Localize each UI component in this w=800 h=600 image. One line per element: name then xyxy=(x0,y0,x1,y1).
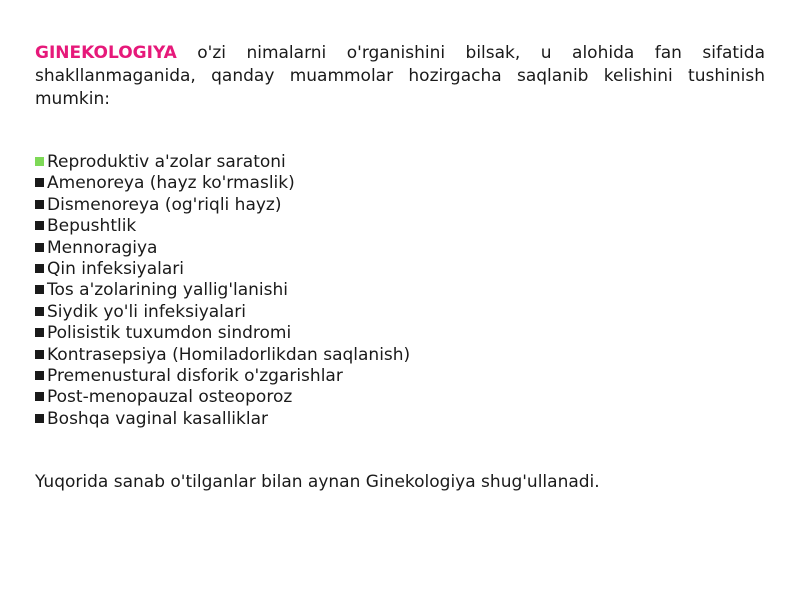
list-item-label: Bepushtlik xyxy=(47,216,137,237)
list-item-label: Reproduktiv a'zolar saratoni xyxy=(47,152,286,172)
square-bullet-icon xyxy=(35,200,44,209)
list-item-label: Tos a'zolarining yallig'lanishi xyxy=(47,280,288,301)
list-item-label: Boshqa vaginal kasalliklar xyxy=(47,408,268,429)
list-item xyxy=(35,345,410,366)
square-bullet-icon xyxy=(35,178,44,187)
square-bullet-icon xyxy=(35,264,44,273)
list-item-label: Kontrasepsiya (Homiladorlikdan saqlanish) xyxy=(47,344,411,365)
list-item-label: Mennoragiya xyxy=(47,237,158,258)
topics-list xyxy=(35,152,410,430)
list-item xyxy=(35,152,410,173)
list-item-label: Amenoreya (hayz ko'rmaslik) xyxy=(47,173,295,194)
outro-paragraph xyxy=(35,471,600,494)
list-item xyxy=(35,366,410,387)
square-bullet-icon xyxy=(35,285,44,294)
list-item xyxy=(35,259,410,280)
brand-heading: GINEKOLOGIYA xyxy=(35,43,177,63)
list-item xyxy=(35,195,410,216)
list-item xyxy=(35,323,410,344)
list-item xyxy=(35,216,410,237)
square-bullet-icon xyxy=(35,221,44,230)
square-bullet-icon xyxy=(35,157,44,166)
square-bullet-icon xyxy=(35,371,44,380)
outro-text: Yuqorida sanab o'tilganlar bilan aynan Ginekologiya shug'ullanadi. xyxy=(35,472,600,492)
list-item xyxy=(35,238,410,259)
list-item xyxy=(35,387,410,408)
list-item-label: Post-menopauzal osteoporoz xyxy=(47,387,293,408)
list-item-label: Polisistik tuxumdon sindromi xyxy=(47,323,292,344)
list-item-label: Dismenoreya (og'riqli hayz) xyxy=(47,194,282,215)
list-item xyxy=(35,409,410,430)
list-item-label: Premenustural disforik o'zgarishlar xyxy=(47,366,343,387)
list-item xyxy=(35,302,410,323)
intro-text: o'zi nimalarni o'rganishini bilsak, u alohida fan sifatida shakllanmaganida, qanday muammolar hozirgacha saqlanib kelishini tushinish mumkin: xyxy=(35,43,765,109)
list-item xyxy=(35,173,410,194)
square-bullet-icon xyxy=(35,392,44,401)
intro-paragraph xyxy=(35,42,765,111)
list-item-label: Qin infeksiyalari xyxy=(47,259,184,280)
list-item xyxy=(35,280,410,301)
square-bullet-icon xyxy=(35,328,44,337)
square-bullet-icon xyxy=(35,243,44,252)
square-bullet-icon xyxy=(35,307,44,316)
square-bullet-icon xyxy=(35,350,44,359)
list-item-label: Siydik yo'li infeksiyalari xyxy=(47,301,247,322)
square-bullet-icon xyxy=(35,414,44,423)
